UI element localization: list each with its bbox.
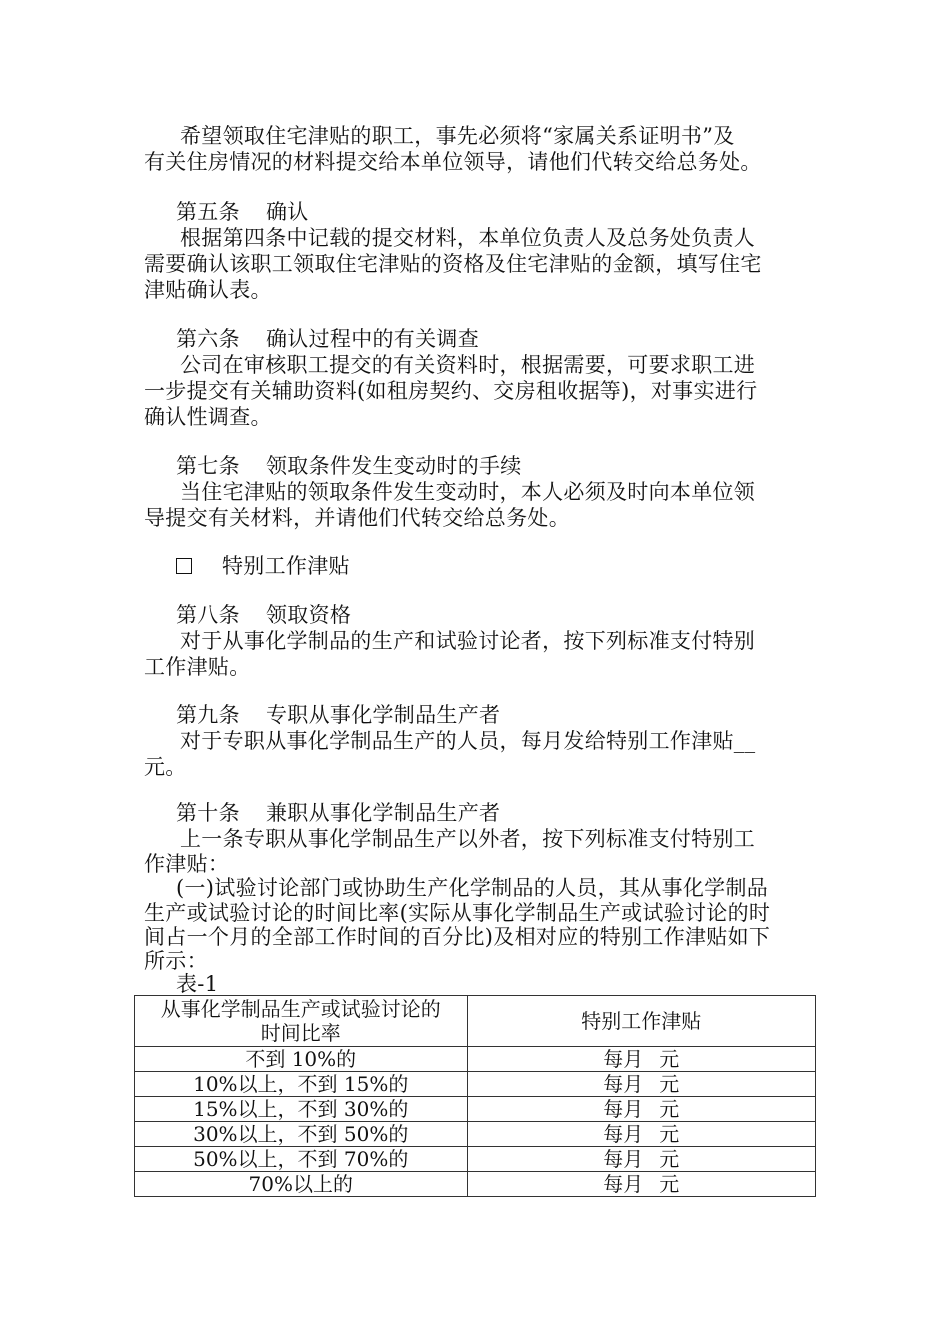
article-title: 兼职从事化学制品生产者 <box>266 801 501 825</box>
paragraph-line: 生产或试验讨论的时间比率(实际从事化学制品生产或试验讨论的时 <box>144 901 771 925</box>
month-label: 每月 <box>603 1047 644 1071</box>
table-row <box>135 1097 816 1122</box>
article-7-heading <box>176 453 522 479</box>
paragraph-line: 导提交有关材料，并请他们代转交给总务处。 <box>144 506 570 530</box>
unit-label: 元 <box>659 1047 680 1071</box>
allowance-cell <box>467 1047 816 1072</box>
table-row <box>135 1147 816 1172</box>
header-text: 时间比率 <box>260 1021 341 1045</box>
paragraph-line: 上一条专职从事化学制品生产以外者，按下列标准支付特别工 <box>180 827 756 851</box>
article-title: 专职从事化学制品生产者 <box>266 703 501 727</box>
article-number: 第五条 <box>176 200 240 224</box>
unit-label: 元 <box>659 1147 680 1171</box>
paragraph-line: 根据第四条中记载的提交材料，本单位负责人及总务处负责人 <box>180 226 756 250</box>
article-6-heading <box>176 326 479 352</box>
paragraph-line: 作津贴： <box>144 852 230 876</box>
article-number: 第九条 <box>176 703 240 727</box>
section-heading <box>176 553 350 579</box>
month-label: 每月 <box>603 1097 644 1121</box>
unit-label: 元 <box>659 1072 680 1096</box>
allowance-cell <box>467 1097 816 1122</box>
header-text: 从事化学制品生产或试验讨论的 <box>160 997 441 1021</box>
allowance-cell <box>467 1147 816 1172</box>
ratio-cell: 30%以上，不到 50%的 <box>135 1122 468 1147</box>
header-cell-ratio <box>135 996 468 1047</box>
month-label: 每月 <box>603 1147 644 1171</box>
paragraph-line: 工作津贴。 <box>144 655 251 679</box>
allowance-cell <box>467 1122 816 1147</box>
article-10-heading <box>176 800 500 826</box>
article-number: 第六条 <box>176 327 240 351</box>
paragraph-line: 对于专职从事化学制品生产的人员，每月发给特别工作津贴__ <box>180 729 756 753</box>
paragraph-line: 当住宅津贴的领取条件发生变动时，本人必须及时向本单位领 <box>180 480 756 504</box>
table-caption: 表-1 <box>176 972 219 996</box>
ratio-cell: 15%以上，不到 30%的 <box>135 1097 468 1122</box>
month-label: 每月 <box>603 1072 644 1096</box>
ratio-cell: 10%以上，不到 15%的 <box>135 1072 468 1097</box>
allowance-table <box>134 995 816 1197</box>
ratio-cell: 不到 10%的 <box>135 1047 468 1072</box>
month-label: 每月 <box>603 1172 644 1196</box>
table-row <box>135 1172 816 1197</box>
paragraph-line: 确认性调查。 <box>144 405 272 429</box>
paragraph-line: (一)试验讨论部门或协助生产化学制品的人员，其从事化学制品 <box>176 876 769 900</box>
article-5-heading <box>176 199 309 225</box>
paragraph-line: 对于从事化学制品的生产和试验讨论者，按下列标准支付特别 <box>180 629 756 653</box>
allowance-cell <box>467 1072 816 1097</box>
article-number: 第十条 <box>176 801 240 825</box>
unit-label: 元 <box>659 1172 680 1196</box>
article-title: 确认过程中的有关调查 <box>266 327 479 351</box>
table-row <box>135 1122 816 1147</box>
article-title: 领取资格 <box>266 603 352 627</box>
table-row <box>135 1047 816 1072</box>
paragraph-line: 一步提交有关辅助资料(如租房契约、交房租收据等)，对事实进行 <box>144 379 758 403</box>
article-title: 确认 <box>266 200 309 224</box>
article-title: 领取条件发生变动时的手续 <box>266 454 522 478</box>
ratio-cell: 70%以上的 <box>135 1172 468 1197</box>
unit-label: 元 <box>659 1122 680 1146</box>
table-row <box>135 1072 816 1097</box>
unit-label: 元 <box>659 1097 680 1121</box>
paragraph-line: 所示： <box>144 949 208 973</box>
paragraph-line: 元。 <box>144 755 187 779</box>
header-cell-allowance: 特别工作津贴 <box>467 996 816 1047</box>
paragraph-line: 公司在审核职工提交的有关资料时，根据需要，可要求职工进 <box>180 353 756 377</box>
paragraph-line: 间占一个月的全部工作时间的百分比)及相对应的特别工作津贴如下 <box>144 925 771 949</box>
paragraph-line: 津贴确认表。 <box>144 278 272 302</box>
checkbox-square-icon <box>176 558 192 574</box>
month-label: 每月 <box>603 1122 644 1146</box>
paragraph-line: 希望领取住宅津贴的职工，事先必须将“家属关系证明书”及 <box>180 124 735 148</box>
article-number: 第八条 <box>176 603 240 627</box>
table-header-row <box>135 996 816 1047</box>
article-9-heading <box>176 702 500 728</box>
paragraph-line: 需要确认该职工领取住宅津贴的资格及住宅津贴的金额，填写住宅 <box>144 252 762 276</box>
section-title: 特别工作津贴 <box>222 554 350 578</box>
paragraph-line: 有关住房情况的材料提交给本单位领导，请他们代转交给总务处。 <box>144 150 762 174</box>
allowance-cell <box>467 1172 816 1197</box>
article-number: 第七条 <box>176 454 240 478</box>
ratio-cell: 50%以上，不到 70%的 <box>135 1147 468 1172</box>
article-8-heading <box>176 602 351 628</box>
